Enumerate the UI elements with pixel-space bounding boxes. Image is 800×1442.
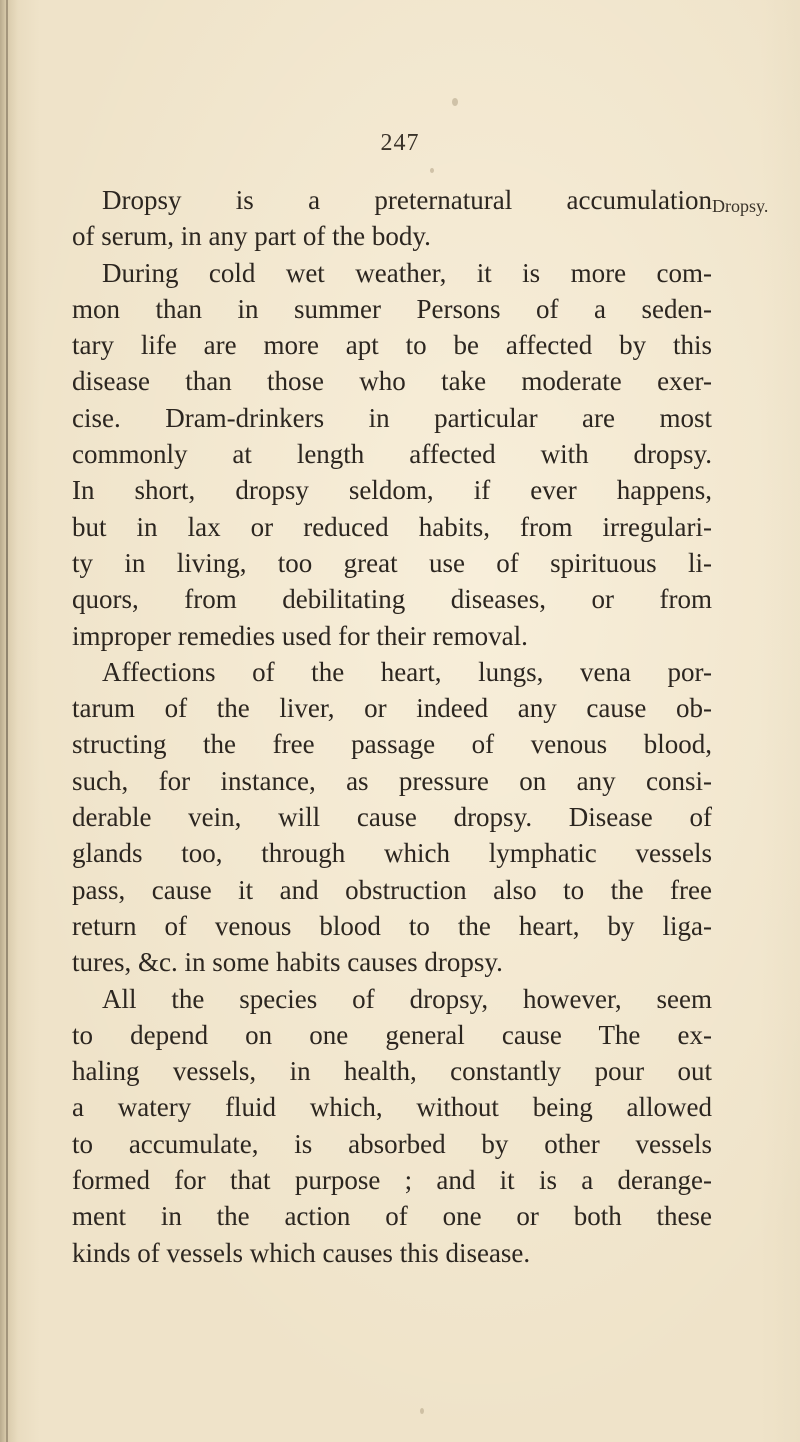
text-line: a watery fluid which, without being allowed	[72, 1092, 712, 1123]
text-line: to depend on one general cause The ex-	[72, 1019, 712, 1050]
text-line: disease than those who take moderate exer-	[72, 366, 712, 397]
text-line: haling vessels, in health, constantly pour out	[72, 1056, 712, 1087]
paper-speck	[430, 168, 434, 173]
text-line: kinds of vessels which causes this disease.	[72, 1237, 531, 1268]
margin-note: Dropsy.	[712, 196, 769, 216]
text-line: to accumulate, is absorbed by other vessels	[72, 1128, 712, 1159]
text-line: return of venous blood to the heart, by liga-	[72, 910, 712, 941]
text-line: cise. Dram-drinkers in particular are most	[72, 402, 712, 433]
text-line: improper remedies used for their removal.	[72, 620, 528, 651]
text-line: tary life are more apt to be affected by this	[72, 330, 712, 361]
text-line: structing the free passage of venous blood,	[72, 729, 712, 760]
body-text	[72, 182, 712, 1271]
text-line: glands too, through which lymphatic vessels	[72, 838, 712, 869]
text-line: tarum of the liver, or indeed any cause ob-	[72, 693, 712, 724]
page-number: 247	[380, 130, 420, 156]
text-line: but in lax or reduced habits, from irregulari-	[72, 511, 712, 542]
text-line: derable vein, will cause dropsy. Disease of	[72, 802, 712, 833]
text-line: of serum, in any part of the body.	[72, 221, 431, 252]
text-line: All the species of dropsy, however, seem	[102, 983, 712, 1014]
text-line: Affections of the heart, lungs, vena por-	[102, 656, 712, 687]
text-line: such, for instance, as pressure on any consi-	[72, 765, 712, 796]
text-line: formed for that purpose ; and it is a derange-	[72, 1165, 712, 1196]
text-line: quors, from debilitating diseases, or from	[72, 584, 712, 615]
text-line: Dropsy is a preternatural accumulation	[102, 185, 712, 215]
text-line: pass, cause it and obstruction also to the free	[72, 874, 712, 905]
text-line: commonly at length affected with dropsy.	[72, 439, 712, 470]
text-line: tures, &c. in some habits causes dropsy.	[72, 947, 503, 978]
paper-speck	[452, 98, 458, 106]
paper-speck	[420, 1408, 424, 1414]
text-line: During cold wet weather, it is more com-	[102, 257, 712, 288]
binding-gutter	[6, 0, 8, 1442]
text-line: ment in the action of one or both these	[72, 1201, 712, 1232]
text-line: ty in living, too great use of spirituous li-	[72, 547, 712, 578]
text-line: mon than in summer Persons of a seden-	[72, 293, 712, 324]
text-line: In short, dropsy seldom, if ever happens,	[72, 475, 712, 506]
